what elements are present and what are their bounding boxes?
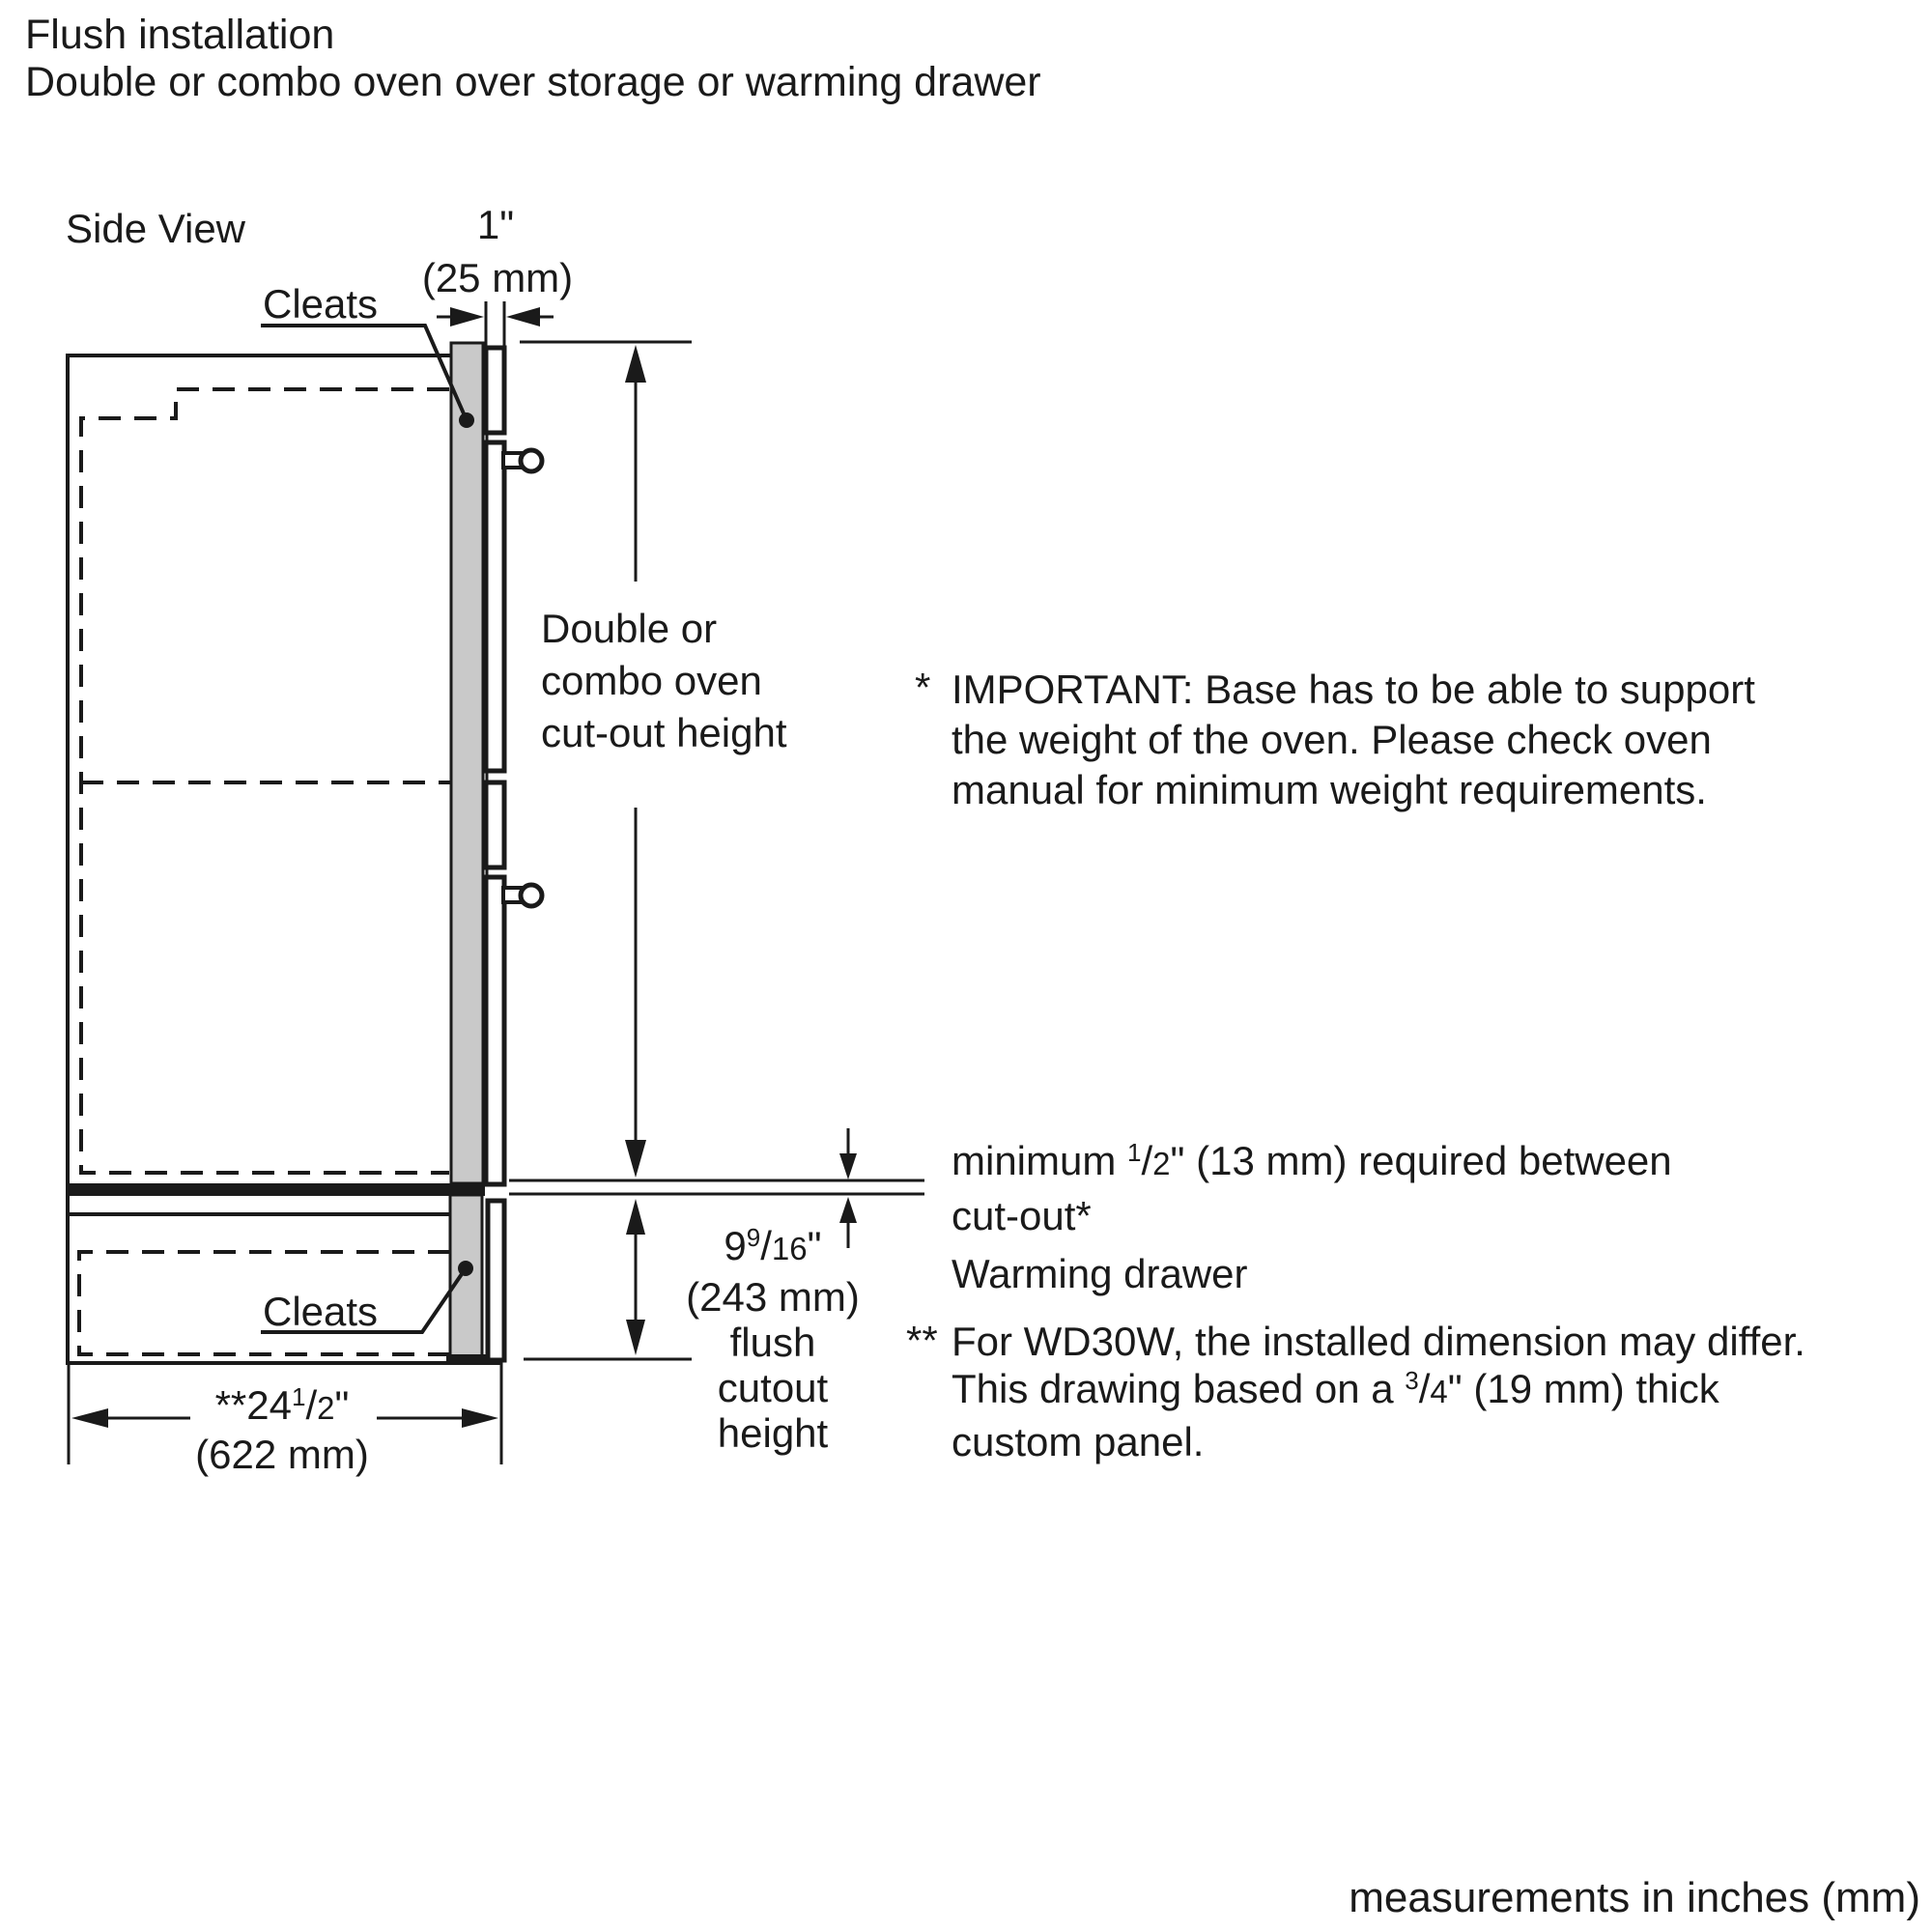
cutout-height-arrow-up <box>625 345 646 383</box>
width-mm-label: (622 mm) <box>195 1432 369 1477</box>
important-note-line1: IMPORTANT: Base has to be able to support <box>952 667 1755 712</box>
wd30w-note-line1: For WD30W, the installed dimension may differ. <box>952 1319 1805 1364</box>
oven-trim-top <box>486 348 504 433</box>
flush-cutout-word3: height <box>717 1410 829 1456</box>
lower-handle-bar <box>521 885 542 906</box>
flush-cutout-inches: $9^9/16$" <box>724 1223 822 1268</box>
drawer-custom-panel <box>450 1195 482 1357</box>
gap-arrow-right-head <box>506 307 540 327</box>
drawer-panel-base-strip <box>446 1354 489 1364</box>
width-arrow-left-head <box>71 1408 108 1428</box>
warming-drawer-label: Warming drawer <box>952 1251 1248 1296</box>
oven-cutout-height-line3: cut-out height <box>541 710 787 755</box>
min-gap-note-line1: minimum $^1$/2" (13 mm) required between <box>952 1138 1672 1183</box>
cleats-top-leader <box>261 326 467 420</box>
flush-cutout-height-label <box>686 1223 860 1456</box>
oven-mid-trim <box>486 782 504 867</box>
wd30w-note-line3: custom panel. <box>952 1419 1205 1464</box>
upper-oven-door <box>486 442 504 771</box>
lower-oven-door <box>486 877 504 1184</box>
door-handles <box>503 450 542 906</box>
min-gap-arrow-top-head <box>839 1153 857 1179</box>
important-note <box>952 665 1755 815</box>
cleats-callouts <box>261 326 474 1332</box>
page-subtitle: Double or combo oven over storage or warming drawer <box>25 59 1041 105</box>
width-inches-label: $**24^1/2$" <box>214 1382 350 1428</box>
panel-gap-inches-label: 1" <box>476 202 515 247</box>
oven-flanges <box>486 348 504 1360</box>
cleats-bottom-dot <box>458 1261 473 1276</box>
flush-cutout-word2: cutout <box>717 1365 829 1410</box>
cleats-top-dot <box>459 412 474 428</box>
flush-height-arrow-down <box>626 1320 645 1355</box>
oven-custom-panel <box>451 343 483 1183</box>
important-note-marker: * <box>915 665 931 710</box>
upper-handle-bar <box>521 450 542 471</box>
flush-cutout-mm: (243 mm) <box>686 1274 860 1320</box>
page-title: Flush installation <box>25 12 335 58</box>
oven-cutout-height-line1: Double or <box>541 606 718 651</box>
view-label: Side View <box>66 206 246 251</box>
cleats-bottom-label: Cleats <box>263 1289 379 1334</box>
cabinet-outer-line <box>68 355 502 1363</box>
flush-cutout-word1: flush <box>729 1320 816 1365</box>
cabinet-outline <box>68 355 502 1363</box>
important-note-line2: the weight of the oven. Please check oven <box>952 717 1712 762</box>
cleats-top-label: Cleats <box>263 281 379 327</box>
drawer-front-flange <box>488 1201 504 1360</box>
cutout-height-arrow-down <box>625 1140 646 1178</box>
width-arrow-right-head <box>462 1408 498 1428</box>
panel-gap-mm-label: (25 mm) <box>421 255 574 300</box>
min-gap-arrow-bottom-head <box>839 1197 857 1223</box>
wd30w-note-line2: This drawing based on a $^3$/4" (19 mm) thick <box>952 1366 1719 1411</box>
oven-cutout-height-line2: combo oven <box>541 658 762 703</box>
oven-cutout-height-label <box>541 603 787 759</box>
gap-arrow-left-head <box>450 307 484 327</box>
flush-height-arrow-up <box>626 1199 645 1235</box>
min-gap-note <box>952 1136 1672 1241</box>
min-gap-note-line2: cut-out* <box>952 1193 1092 1238</box>
wd30w-note-marker: ** <box>906 1318 938 1363</box>
important-note-line3: manual for minimum weight requirements. <box>952 767 1707 812</box>
cutout-dashed-lines <box>79 389 450 1354</box>
support-base-shelf <box>68 1183 485 1196</box>
measurements-footnote: measurements in inches (mm) <box>1349 1874 1920 1921</box>
wd30w-note <box>952 1318 1805 1465</box>
custom-panels <box>450 343 483 1357</box>
